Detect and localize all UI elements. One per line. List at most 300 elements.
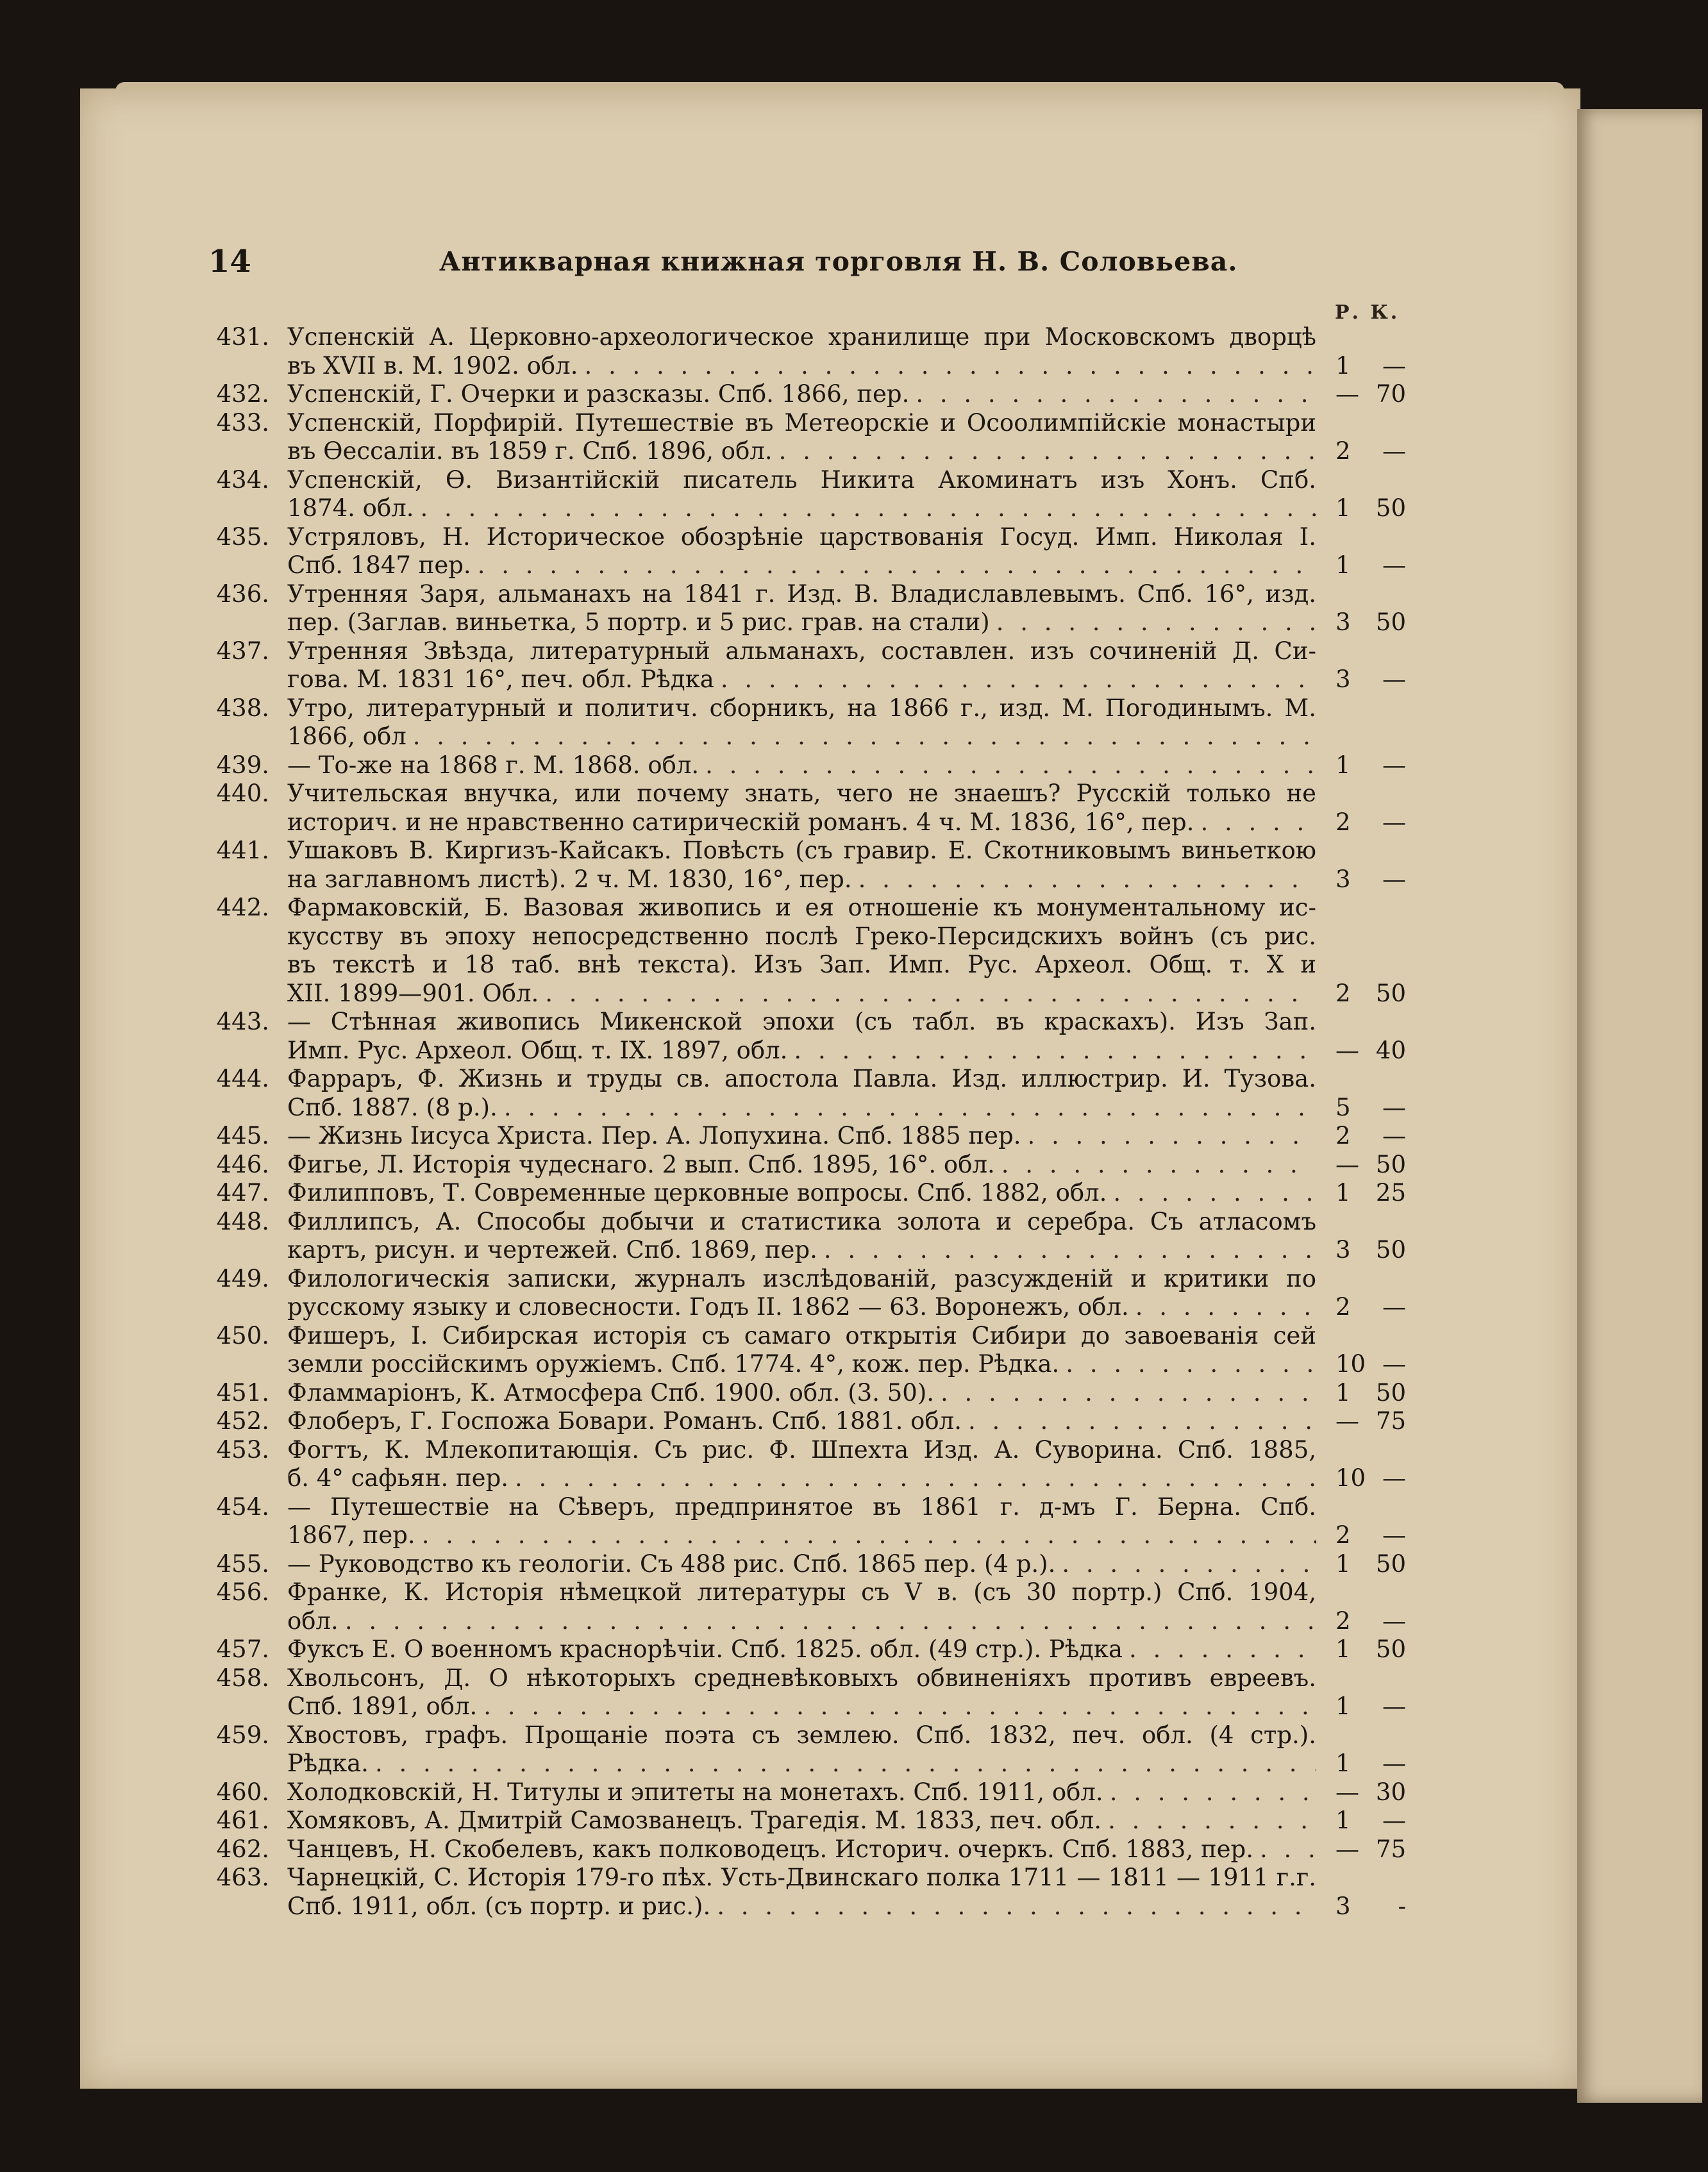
entry-number: 451. xyxy=(216,1378,269,1407)
entry-number: 449. xyxy=(216,1264,269,1292)
price-kopecks: 25 xyxy=(1375,1179,1406,1207)
entry-line-text: Хомяковъ, А. Дмитрій Самозванецъ. Трагедія. М. 1833, печ. обл. xyxy=(287,1807,1102,1834)
entry-number: 462. xyxy=(216,1835,269,1863)
dot-leader xyxy=(1113,1179,1316,1208)
entry-number: 438. xyxy=(216,694,269,722)
entry-line xyxy=(287,1065,1316,1094)
entry-line-text: Флоберъ, Г. Госпожа Бовари. Романъ. Спб. 1881. обл. xyxy=(287,1407,962,1435)
entry-line xyxy=(287,1521,1316,1550)
price-rubles: 3 xyxy=(1335,1892,1351,1920)
dot-leader xyxy=(1001,1151,1316,1180)
entry-line-text: Успенскій, Ө. Византійскій писатель Никита Акоминатъ изъ Хонъ. Спб. xyxy=(287,465,1316,494)
dot-leader xyxy=(721,665,1316,694)
entry-line xyxy=(287,1464,1316,1493)
entry-number: 456. xyxy=(216,1578,269,1606)
entry-description xyxy=(287,637,1316,694)
entry-line-text: — То-же на 1868 г. М. 1868. обл. xyxy=(287,751,699,779)
price-rubles: 2 xyxy=(1335,1607,1351,1635)
price-kopecks: 70 xyxy=(1375,380,1406,408)
entry-line xyxy=(287,837,1316,865)
page-header xyxy=(208,242,1414,281)
entry-line-text: Фарраръ, Ф. Жизнь и труды св. апостола Павла. Изд. иллюстрир. И. Тузова. xyxy=(287,1065,1316,1092)
price-rubles: — xyxy=(1335,1835,1359,1863)
price-rubles: — xyxy=(1335,1036,1359,1064)
entry-line xyxy=(287,1607,1316,1636)
price-rubles: 3 xyxy=(1335,665,1351,693)
catalog-entry xyxy=(205,380,1423,409)
entry-line-text: Учительская внучка, или почему знать, чего не знаешъ? Русскій только не xyxy=(287,780,1316,807)
entry-number: 459. xyxy=(216,1721,269,1749)
entry-number: 441. xyxy=(216,837,269,864)
entry-number: 463. xyxy=(216,1864,269,1891)
entry-price xyxy=(1316,1778,1406,1807)
price-kopecks: — xyxy=(1382,1692,1406,1720)
entry-line xyxy=(287,1807,1316,1835)
catalog-entry xyxy=(205,1864,1423,1921)
catalog-entry xyxy=(205,580,1423,637)
price-kopecks: — xyxy=(1382,1350,1406,1378)
price-kopecks: — xyxy=(1382,1093,1406,1121)
price-rubles: 3 xyxy=(1335,1236,1351,1264)
price-rubles: 1 xyxy=(1335,1635,1351,1663)
entry-line-text: Фишеръ, І. Сибирская исторія съ самаго открытія Сибири до завоеванія сей xyxy=(287,1321,1316,1349)
entry-price xyxy=(1316,1635,1406,1664)
dot-leader xyxy=(545,980,1316,1008)
price-kopecks: — xyxy=(1382,1607,1406,1635)
entry-line-text: Филлипсъ, А. Способы добычи и статистика золота и серебра. Съ атласомъ xyxy=(287,1207,1316,1235)
entry-line xyxy=(287,751,1316,780)
entry-number: 440. xyxy=(216,780,269,807)
catalog-entry xyxy=(205,1436,1423,1493)
entry-price xyxy=(1316,352,1406,381)
running-title: Антикварная книжная торговля Н. В. Соловьева. xyxy=(439,246,1238,277)
entry-line-text: кусству въ эпоху непосредственно послѣ Греко-Персидскихъ войнъ (съ рис. xyxy=(287,922,1316,950)
dot-leader xyxy=(779,437,1316,466)
entry-description xyxy=(287,580,1316,637)
price-rubles: 3 xyxy=(1335,865,1351,893)
entry-line-text: Ушаковъ В. Киргизъ-Кайсакъ. Повѣсть (съ гравир. Е. Скотниковымъ виньеткою xyxy=(287,837,1316,864)
entry-line xyxy=(287,380,1316,409)
entry-description xyxy=(287,1807,1316,1835)
catalog-entry xyxy=(205,1407,1423,1436)
price-kopecks: 75 xyxy=(1375,1407,1406,1435)
facing-page-edge xyxy=(1577,109,1702,2103)
entry-price xyxy=(1316,808,1406,837)
catalog-entry xyxy=(205,1265,1423,1322)
entry-line xyxy=(287,352,1316,381)
catalog-entry xyxy=(205,409,1423,466)
entry-number: 452. xyxy=(216,1407,269,1435)
price-kopecks: — xyxy=(1382,865,1406,893)
entry-line-text: 1867, пер. xyxy=(287,1521,415,1549)
price-rubles: 3 xyxy=(1335,608,1351,636)
price-kopecks: 50 xyxy=(1375,1635,1406,1663)
entry-number: 444. xyxy=(216,1065,269,1092)
catalog-entry xyxy=(205,1379,1423,1408)
catalog-entry xyxy=(205,1635,1423,1664)
entry-description xyxy=(287,1379,1316,1408)
entry-description xyxy=(287,1407,1316,1436)
catalog-entry xyxy=(205,1065,1423,1122)
entry-line xyxy=(287,694,1316,723)
dot-leader xyxy=(413,723,1316,751)
entry-price xyxy=(1316,865,1406,894)
entry-line-text: Успенскій, Порфирій. Путешествіе въ Метеорскіе и Осоолимпійскіе монастыри xyxy=(287,408,1316,437)
entry-line xyxy=(287,1379,1316,1408)
entry-line xyxy=(287,1008,1316,1037)
dot-leader xyxy=(858,865,1316,894)
dot-leader xyxy=(916,380,1316,409)
entry-price xyxy=(1316,1094,1406,1123)
entry-description xyxy=(287,323,1316,380)
entry-number: 458. xyxy=(216,1664,269,1692)
entry-line-text: — Жизнь Іисуса Христа. Пер. А. Лопухина. Спб. 1885 пер. xyxy=(287,1122,1021,1149)
price-rubles: 1 xyxy=(1335,494,1351,522)
entry-number: 460. xyxy=(216,1778,269,1806)
entry-price xyxy=(1316,1521,1406,1550)
price-rubles: — xyxy=(1335,1778,1359,1806)
entry-description xyxy=(287,466,1316,523)
entry-price xyxy=(1316,1464,1406,1493)
dot-leader xyxy=(705,751,1316,780)
entry-line-text: Фламмаріонъ, К. Атмосфера Спб. 1900. обл. (3. 50). xyxy=(287,1378,935,1407)
price-rubles: 1 xyxy=(1335,751,1351,779)
entry-description xyxy=(287,837,1316,894)
entry-number: 436. xyxy=(216,580,269,608)
entry-line xyxy=(287,923,1316,951)
dot-leader xyxy=(794,1037,1316,1065)
entry-line-text: въ текстѣ и 18 таб. внѣ текста). Изъ Зап. Имп. Рус. Археол. Общ. т. X и xyxy=(287,951,1316,978)
page-number: 14 xyxy=(208,244,251,280)
catalog-entry xyxy=(205,1208,1423,1265)
entry-price xyxy=(1316,1750,1406,1778)
catalog-entry xyxy=(205,1835,1423,1864)
entry-line-text: Франке, К. Исторія нѣмецкой литературы съ V в. (съ 30 портр.) Спб. 1904, xyxy=(287,1578,1316,1606)
entry-line xyxy=(287,1493,1316,1522)
entry-line-text: Фармаковскій, Б. Вазовая живопись и ея отношеніе къ монументальному ис- xyxy=(287,894,1316,921)
price-kopecks: 50 xyxy=(1375,1378,1406,1407)
dot-leader xyxy=(478,551,1316,580)
entry-line-text: Хвольсонъ, Д. О нѣкоторыхъ средневѣковыхъ обвиненіяхъ противъ евреевъ. xyxy=(287,1664,1316,1692)
entry-line xyxy=(287,951,1316,980)
entry-line xyxy=(287,894,1316,923)
entry-price xyxy=(1316,1607,1406,1636)
entry-price xyxy=(1316,551,1406,580)
entry-line xyxy=(287,1436,1316,1465)
entry-description xyxy=(287,1550,1316,1579)
entry-line xyxy=(287,323,1316,352)
entry-description xyxy=(287,1664,1316,1721)
catalog-entry xyxy=(205,751,1423,780)
entry-line xyxy=(287,1236,1316,1265)
entry-description xyxy=(287,1122,1316,1151)
entry-line-text: XII. 1899—901. Обл. xyxy=(287,979,539,1007)
dot-leader xyxy=(717,1892,1316,1921)
entry-description xyxy=(287,1635,1316,1664)
entry-price xyxy=(1316,437,1406,466)
catalog-entry xyxy=(205,1664,1423,1721)
price-kopecks: 50 xyxy=(1375,1150,1406,1178)
dot-leader xyxy=(504,1094,1316,1123)
price-kopecks: 75 xyxy=(1375,1835,1406,1863)
entry-line-text: Филипповъ, Т. Современные церковные вопросы. Спб. 1882, обл. xyxy=(287,1179,1107,1207)
entry-line xyxy=(287,1350,1316,1379)
dot-leader xyxy=(422,1521,1316,1550)
price-kopecks: — xyxy=(1382,751,1406,779)
entry-line xyxy=(287,1635,1316,1664)
price-kopecks: 30 xyxy=(1375,1778,1406,1806)
entry-price xyxy=(1316,751,1406,780)
entry-line-text: Утренняя Звѣзда, литературный альманахъ, составлен. изъ сочиненій Д. Си- xyxy=(287,637,1316,665)
entry-description xyxy=(287,523,1316,580)
entry-number: 431. xyxy=(216,323,269,351)
catalog-entry xyxy=(205,466,1423,523)
entry-line xyxy=(287,608,1316,637)
price-rubles: 2 xyxy=(1335,437,1351,465)
entry-number: 454. xyxy=(216,1492,269,1521)
dot-leader xyxy=(421,494,1316,523)
dot-leader xyxy=(1129,1635,1316,1664)
price-rubles: 2 xyxy=(1335,979,1351,1007)
dot-leader xyxy=(345,1607,1316,1636)
entry-line-text: 1866, обл xyxy=(287,723,406,750)
entry-line xyxy=(287,466,1316,495)
entry-description xyxy=(287,1265,1316,1322)
entry-line xyxy=(287,409,1316,438)
entry-line xyxy=(287,723,1316,751)
entry-line-text: Хвостовъ, графъ. Прощаніе поэта съ землею. Спб. 1832, печ. обл. (4 стр.). xyxy=(287,1721,1316,1749)
catalog-entry xyxy=(205,837,1423,894)
entry-price xyxy=(1316,1407,1406,1436)
entry-number: 433. xyxy=(216,408,269,437)
price-rubles: 1 xyxy=(1335,1692,1351,1720)
entry-price xyxy=(1316,1807,1406,1835)
entry-number: 455. xyxy=(216,1550,269,1578)
entry-line-text: Успенскій, Г. Очерки и разсказы. Спб. 1866, пер. xyxy=(287,380,910,408)
entry-line-text: русскому языку и словесности. Годъ II. 1862 — 63. Воронежъ, обл. xyxy=(287,1293,1129,1321)
entry-description xyxy=(287,894,1316,1008)
price-kopecks: — xyxy=(1382,808,1406,836)
price-rubles: 1 xyxy=(1335,1750,1351,1777)
entry-price xyxy=(1316,665,1406,694)
entry-price xyxy=(1316,380,1406,409)
entry-line xyxy=(287,1721,1316,1750)
entry-line xyxy=(287,780,1316,808)
entry-line-text: Фуксъ Е. О военномъ краснорѣчіи. Спб. 1825. обл. (49 стр.). Рѣдка xyxy=(287,1635,1123,1663)
price-kopecks: 40 xyxy=(1375,1036,1406,1064)
price-kopecks: — xyxy=(1382,1750,1406,1777)
entry-description xyxy=(287,380,1316,409)
dot-leader xyxy=(483,1692,1316,1721)
entry-line-text: Чарнецкій, С. Исторія 179-го пѣх. Усть-Двинскаго полка 1711 — 1811 — 1911 г.г. xyxy=(287,1864,1316,1891)
price-kopecks: 50 xyxy=(1375,608,1406,636)
catalog-entry xyxy=(205,780,1423,837)
entry-number: 448. xyxy=(216,1207,269,1235)
price-rubles: 2 xyxy=(1335,1293,1351,1321)
currency-label: Р. К. xyxy=(1335,301,1400,324)
entry-line xyxy=(287,1265,1316,1294)
price-rubles: 5 xyxy=(1335,1093,1351,1121)
entry-description xyxy=(287,1864,1316,1921)
entry-price xyxy=(1316,1293,1406,1322)
entry-number: 461. xyxy=(216,1807,269,1834)
entry-line xyxy=(287,1550,1316,1579)
entry-number: 442. xyxy=(216,894,269,921)
entry-number: 432. xyxy=(216,380,269,408)
catalog-entry xyxy=(205,1151,1423,1180)
entry-description xyxy=(287,1008,1316,1065)
entry-line-text: обл. xyxy=(287,1607,339,1635)
dot-leader xyxy=(968,1407,1316,1436)
entry-line-text: Утренняя Заря, альманахъ на 1841 г. Изд. В. Владиславлевымъ. Спб. 16°, изд. xyxy=(287,580,1316,608)
price-rubles: 2 xyxy=(1335,1521,1351,1549)
entry-price xyxy=(1316,1037,1406,1065)
price-rubles: 1 xyxy=(1335,1378,1351,1407)
entry-line xyxy=(287,580,1316,609)
catalog-entry xyxy=(205,637,1423,694)
entry-line xyxy=(287,1293,1316,1322)
catalog-entry xyxy=(205,523,1423,580)
entry-line-text: Рѣдка. xyxy=(287,1750,369,1777)
entry-number: 435. xyxy=(216,522,269,551)
dot-leader xyxy=(375,1750,1316,1778)
price-rubles: 1 xyxy=(1335,351,1351,380)
entry-description xyxy=(287,751,1316,780)
entry-line xyxy=(287,1407,1316,1436)
entry-description xyxy=(287,1151,1316,1180)
dot-leader xyxy=(1066,1350,1316,1379)
price-rubles: — xyxy=(1335,1407,1359,1435)
entry-line xyxy=(287,551,1316,580)
catalog-entry xyxy=(205,694,1423,751)
entry-price xyxy=(1316,1179,1406,1208)
entry-price xyxy=(1316,1892,1406,1921)
entry-description xyxy=(287,1578,1316,1635)
dot-leader xyxy=(584,352,1316,381)
entry-line-text: Спб. 1911, обл. (съ портр. и рис.). xyxy=(287,1892,711,1920)
entry-number: 439. xyxy=(216,751,269,779)
entry-description xyxy=(287,780,1316,837)
catalog-entry xyxy=(205,894,1423,1008)
entry-price xyxy=(1316,1236,1406,1265)
entry-number: 445. xyxy=(216,1122,269,1149)
entry-price xyxy=(1316,980,1406,1008)
entry-line-text: — Стѣнная живопись Микенской эпохи (съ табл. въ краскахъ). Изъ Зап. xyxy=(287,1008,1316,1035)
price-kopecks: - xyxy=(1398,1892,1406,1920)
catalog-entry xyxy=(205,1008,1423,1065)
price-kopecks: 50 xyxy=(1375,494,1406,522)
price-kopecks: — xyxy=(1382,351,1406,380)
catalog-entry xyxy=(205,1807,1423,1835)
catalog-entry xyxy=(205,1122,1423,1151)
dot-leader xyxy=(515,1464,1316,1493)
entry-line-text: картъ, рисун. и чертежей. Спб. 1869, пер. xyxy=(287,1236,817,1264)
entry-price xyxy=(1316,1379,1406,1408)
dot-leader xyxy=(941,1379,1316,1408)
entry-line xyxy=(287,665,1316,694)
entry-line-text: Устряловъ, Н. Историческое обозрѣніе царствованія Госуд. Имп. Николая I. xyxy=(287,522,1316,551)
entry-price xyxy=(1316,608,1406,637)
price-rubles: 1 xyxy=(1335,1807,1351,1834)
entry-line-text: на заглавномъ листѣ). 2 ч. М. 1830, 16°, пер. xyxy=(287,865,852,893)
entry-line xyxy=(287,1322,1316,1351)
dot-leader xyxy=(996,608,1316,637)
catalog-entry xyxy=(205,1550,1423,1579)
entry-line xyxy=(287,1835,1316,1864)
entry-number: 434. xyxy=(216,465,269,494)
entry-line-text: Успенскій А. Церковно-археологическое хранилище при Московскомъ дворцѣ xyxy=(287,323,1316,351)
entry-price xyxy=(1316,1151,1406,1180)
price-kopecks: — xyxy=(1382,1521,1406,1549)
catalog-entry xyxy=(205,1578,1423,1635)
entry-line xyxy=(287,1179,1316,1208)
dot-leader xyxy=(1108,1807,1316,1835)
entry-number: 447. xyxy=(216,1179,269,1207)
entry-line-text: Утро, литературный и политич. сборникъ, на 1866 г., изд. М. Погодинымъ. М. xyxy=(287,694,1316,722)
catalog-entry xyxy=(205,1721,1423,1778)
entry-description xyxy=(287,1778,1316,1807)
entry-line-text: Спб. 1847 пер. xyxy=(287,551,471,579)
entry-description xyxy=(287,409,1316,466)
price-kopecks: 50 xyxy=(1375,1550,1406,1578)
price-kopecks: — xyxy=(1382,1293,1406,1321)
catalog-entry xyxy=(205,1179,1423,1208)
entry-description xyxy=(287,1721,1316,1778)
entry-number: 450. xyxy=(216,1321,269,1349)
entry-line xyxy=(287,1122,1316,1151)
entry-line xyxy=(287,523,1316,552)
entry-price xyxy=(1316,494,1406,523)
entry-price xyxy=(1316,1692,1406,1721)
entry-line xyxy=(287,808,1316,837)
entry-line xyxy=(287,437,1316,466)
entry-description xyxy=(287,1179,1316,1208)
entry-price xyxy=(1316,1350,1406,1379)
catalog-entry xyxy=(205,1778,1423,1807)
entry-line xyxy=(287,1664,1316,1693)
entry-line-text: Фигье, Л. Исторія чудеснаго. 2 вып. Спб. 1895, 16°. обл. xyxy=(287,1150,995,1178)
entry-description xyxy=(287,1322,1316,1379)
price-rubles: 2 xyxy=(1335,808,1351,836)
entry-line-text: въ Өессаліи. въ 1859 г. Спб. 1896, обл. xyxy=(287,437,773,465)
entry-line xyxy=(287,637,1316,666)
entry-line-text: Имп. Рус. Археол. Общ. т. IX. 1897, обл. xyxy=(287,1036,788,1064)
entry-description xyxy=(287,694,1316,751)
dot-leader xyxy=(1110,1778,1316,1807)
entry-line-text: Чанцевъ, Н. Скобелевъ, какъ полководецъ. Историч. очеркъ. Спб. 1883, пер. xyxy=(287,1835,1253,1863)
price-rubles: 2 xyxy=(1335,1122,1351,1149)
price-kopecks: 50 xyxy=(1375,979,1406,1007)
entry-line xyxy=(287,1094,1316,1123)
dot-leader xyxy=(824,1236,1316,1265)
entry-line xyxy=(287,1778,1316,1807)
entry-line-text: гова. М. 1831 16°, печ. обл. Рѣдка xyxy=(287,665,714,693)
entry-number: 446. xyxy=(216,1150,269,1178)
entry-line xyxy=(287,494,1316,523)
entry-description xyxy=(287,1835,1316,1864)
entry-line-text: Фогтъ, К. Млекопитающія. Съ рис. Ф. Шпехта Изд. А. Суворина. Спб. 1885, xyxy=(287,1435,1316,1464)
entry-number: 437. xyxy=(216,637,269,665)
dot-leader xyxy=(1135,1293,1316,1322)
entry-line xyxy=(287,1578,1316,1607)
price-rubles: 1 xyxy=(1335,551,1351,579)
entry-line-text: Спб. 1887. (8 р.). xyxy=(287,1093,498,1121)
entry-line-text: 1874. обл. xyxy=(287,494,414,522)
entry-line-text: земли россійскимъ оружіемъ. Спб. 1774. 4°, кож. пер. Рѣдка. xyxy=(287,1350,1060,1378)
price-rubles: — xyxy=(1335,380,1359,408)
entry-line-text: въ XVII в. М. 1902. обл. xyxy=(287,351,578,380)
entry-price xyxy=(1316,1550,1406,1579)
